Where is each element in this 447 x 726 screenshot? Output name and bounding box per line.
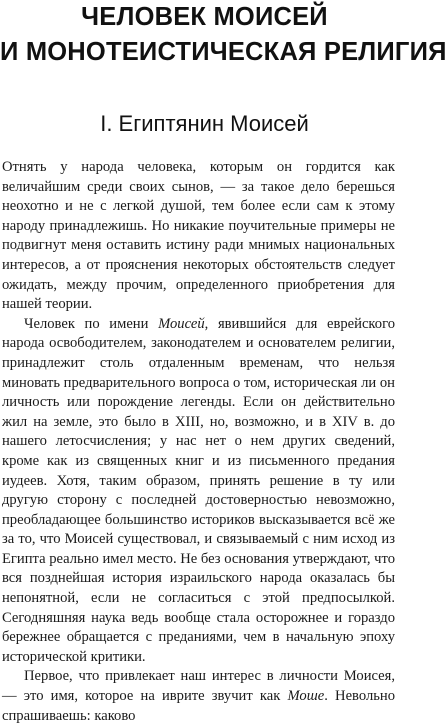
body-text xyxy=(2,158,395,726)
paragraph-3-emphasis: Моше xyxy=(287,688,325,705)
book-title xyxy=(0,0,447,70)
paragraph-2-emphasis: Моисей xyxy=(158,315,205,332)
paragraph-1-text: Отнять у народа человека, которым он гордится как величайшим среди своих сынов, — за такое дело берешься неохотно и не с легкой душой, тем более если сам к этому народу принадлежишь. Но никакие поучительные примеры не подвигнут меня оставить истину ради мнимых национальных интересов, а от прояснения некоторых обстоятельств следует ожидать, между прочим, определенного приобретения для нашей теории. xyxy=(2,159,395,313)
paragraph-2 xyxy=(2,315,395,668)
paragraph-2-text-after: , явившийся для еврейского народа освободителем, законодателем и основателем религии, принадлежит столь отдаленным временам, что нельзя миновать предварительного вопроса о том, историческая ли он личность или порождение легенды. Если он действительно жил на земле, это было в XIII, но, возможно, и в XIV в. до нашего летосчисления; у нас нет о нем других сведений, кроме как из священных книг и из письменного предания иудеев. Хотя, таким образом, принять решение в ту или другую сторону с последней достоверностью невозможно, преобладающее большинство историков высказывается всё же за то, что Моисей существовал, и связываемый с ним исход из Египта реально имел место. Не без основания утверждают, что вся позднейшая история израильского народа оказалась бы непонятной, если не согласиться с этой предпосылкой. Сегодняшняя наука ведь вообще стала осторожнее и гораздо бережнее обращается с преданиями, чем в начальную эпоху исторической критики. xyxy=(2,315,395,665)
book-title-line-1: ЧЕЛОВЕК МОИСЕЙ xyxy=(81,3,328,31)
paragraph-3-text-before: Первое, что привлекает наш интерес в личности Моисея, — это имя, которое на иврите звучит как xyxy=(2,668,395,705)
paragraph-2-text-before: Человек по имени xyxy=(24,315,159,332)
book-title-line-2: И МОНОТЕИСТИЧЕСКАЯ РЕЛИГИЯ xyxy=(0,38,447,66)
paragraph-1 xyxy=(2,158,395,315)
chapter-title: I. Египтянин Моисей xyxy=(100,111,309,136)
paragraph-3-text-after: . Невольно спрашиваешь: каково xyxy=(2,688,395,724)
paragraph-3 xyxy=(2,667,395,726)
